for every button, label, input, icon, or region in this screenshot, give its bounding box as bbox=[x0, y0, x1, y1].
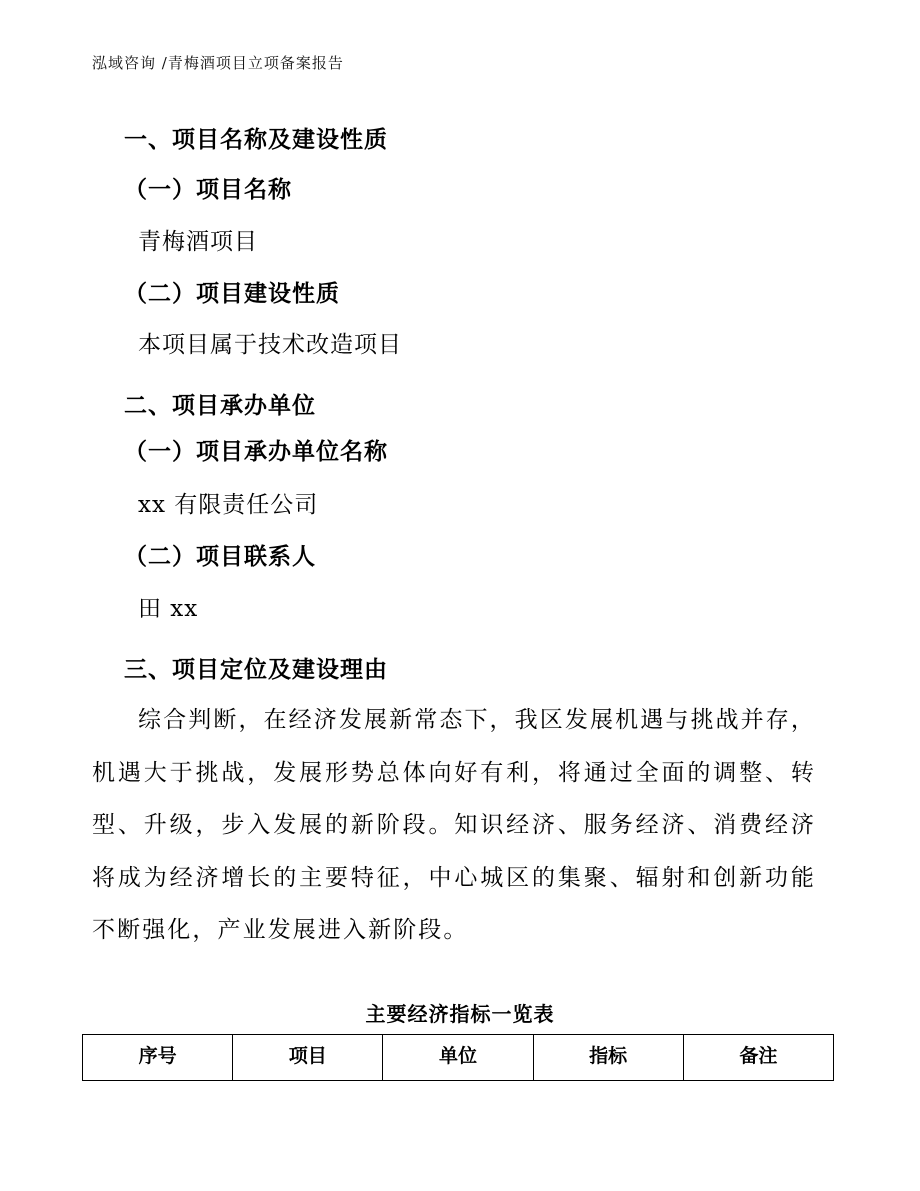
section-2-title: 二、项目承办单位 bbox=[124, 392, 316, 419]
column-header-indicator: 指标 bbox=[533, 1035, 683, 1081]
undertaking-company-text: xx 有限责任公司 bbox=[138, 492, 319, 518]
economic-indicators-table bbox=[82, 1034, 834, 1081]
section-3-title: 三、项目定位及建设理由 bbox=[124, 656, 388, 683]
section-2-sub-2-heading: （二）项目联系人 bbox=[124, 543, 316, 570]
header-rule bbox=[88, 82, 832, 83]
contact-person-text: 田 xx bbox=[138, 596, 199, 622]
section-1-sub-2-heading: （二）项目建设性质 bbox=[124, 280, 340, 307]
column-header-item: 项目 bbox=[233, 1035, 383, 1081]
section-2-sub-1-heading: （一）项目承办单位名称 bbox=[124, 438, 388, 465]
column-header-remarks: 备注 bbox=[683, 1035, 833, 1081]
section-1-title: 一、项目名称及建设性质 bbox=[124, 126, 388, 153]
section-3-paragraph: 综合判断，在经济发展新常态下，我区发展机遇与挑战并存，机遇大于挑战，发展形势总体向好有利，将通过全面的调整、转型、升级，步入发展的新阶段。知识经济、服务经济、消费经济将成为经济增长的主要特征，中心城区的集聚、辐射和创新功能不断强化，产业发展进入新阶段。 bbox=[92, 707, 816, 943]
table-header-row bbox=[83, 1035, 834, 1081]
table-title: 主要经济指标一览表 bbox=[365, 1002, 555, 1026]
project-name-text: 青梅酒项目 bbox=[138, 229, 258, 255]
running-header: 泓域咨询 /青梅酒项目立项备案报告 bbox=[92, 54, 344, 72]
column-header-unit: 单位 bbox=[383, 1035, 533, 1081]
project-nature-text: 本项目属于技术改造项目 bbox=[138, 332, 402, 358]
section-1-sub-1-heading: （一）项目名称 bbox=[124, 176, 292, 203]
column-header-serial: 序号 bbox=[83, 1035, 233, 1081]
